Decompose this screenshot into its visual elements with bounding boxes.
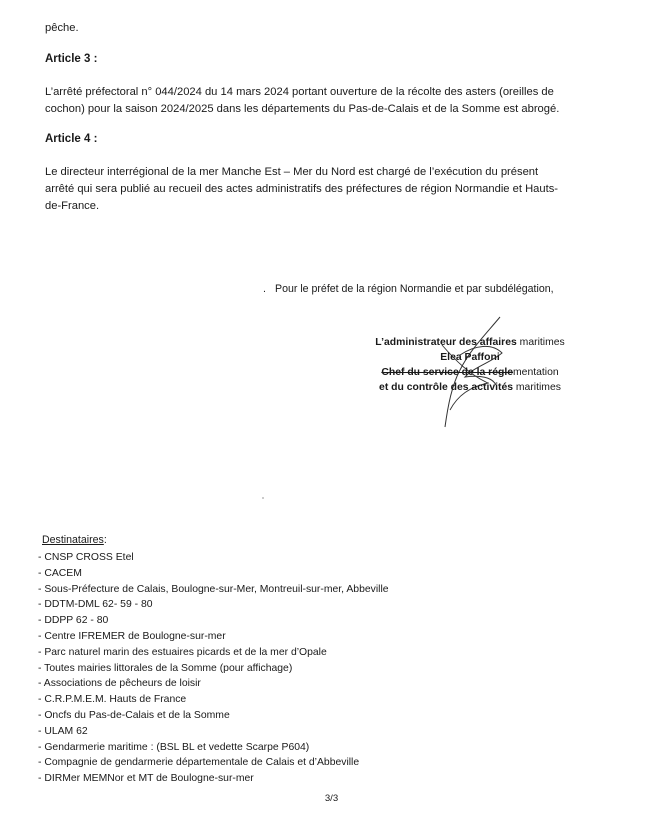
article-4-body xyxy=(45,164,617,215)
list-item: - CNSP CROSS Etel xyxy=(38,552,134,563)
stamp-service: et du contrôle des activités xyxy=(379,382,514,393)
article-3-heading: Article 3 : xyxy=(45,53,98,65)
list-item: - Compagnie de gendarmerie départementale de Calais et d’Abbeville xyxy=(38,757,360,769)
article-3-body xyxy=(45,84,617,118)
signature-intro: . Pour le préfet de la région Normandie et par subdélégation, xyxy=(263,283,554,295)
list-item: - Sous-Préfecture de Calais, Boulogne-sur-Mer, Montreuil-sur-mer, Abbeville xyxy=(38,583,389,595)
list-item: - Associations de pêcheurs de loisir xyxy=(38,678,201,690)
list-item: - DIRMer MEMNor et MT de Boulogne-sur-mer xyxy=(38,773,254,785)
list-item: - Oncfs du Pas-de-Calais et de la Somme xyxy=(38,709,230,721)
article-4-line: arrêté qui sera publié au recueil des actes administratifs des préfectures de région Normandie et Hauts- xyxy=(45,183,559,195)
list-item: - Toutes mairies littorales de la Somme (pour affichage) xyxy=(38,662,293,674)
stamp-title: L’administrateur des affaires xyxy=(375,337,517,348)
article-4-line: Le directeur interrégional de la mer Manche Est – Mer du Nord est chargé de l’exécution du présent xyxy=(45,166,539,178)
article-4-line: de-France. xyxy=(45,200,100,212)
article-3-line: L’arrêté préfectoral n° 044/2024 du 14 mars 2024 portant ouverture de la récolte des asters (oreilles de xyxy=(45,86,554,98)
article-3-line: cochon) pour la saison 2024/2025 dans les départements du Pas-de-Calais et de la Somme est abrogé. xyxy=(45,103,560,115)
destinataires-title: Destinataires: xyxy=(42,534,107,546)
destinataires-list xyxy=(38,550,389,787)
article-4-heading: Article 4 : xyxy=(45,133,98,145)
page-number: 3/3 xyxy=(324,793,339,804)
list-item: - Centre IFREMER de Boulogne-sur-mer xyxy=(38,630,226,642)
list-item: - ULAM 62 xyxy=(38,725,88,737)
list-item: - DDPP 62 - 80 xyxy=(38,615,109,627)
signature-stamp: L’administrateur des affaires maritimes Elea Paffoni Chef du service de la réglementation et du contrôle des activités maritimes xyxy=(350,335,590,395)
stamp-role: Chef du service de la régle xyxy=(381,367,514,378)
scan-speck xyxy=(262,497,264,499)
list-item: - Parc naturel marin des estuaires picards et de la mer d’Opale xyxy=(38,646,327,658)
list-item: - DDTM-DML 62- 59 - 80 xyxy=(38,599,153,611)
continuation-text: pêche. xyxy=(45,22,79,34)
list-item: - Gendarmerie maritime : (BSL BL et vedette Scarpe P604) xyxy=(38,741,310,753)
list-item: - C.R.P.M.E.M. Hauts de France xyxy=(38,694,187,706)
stamp-name: Elea Paffoni xyxy=(440,352,500,363)
list-item: - CACEM xyxy=(38,567,82,579)
